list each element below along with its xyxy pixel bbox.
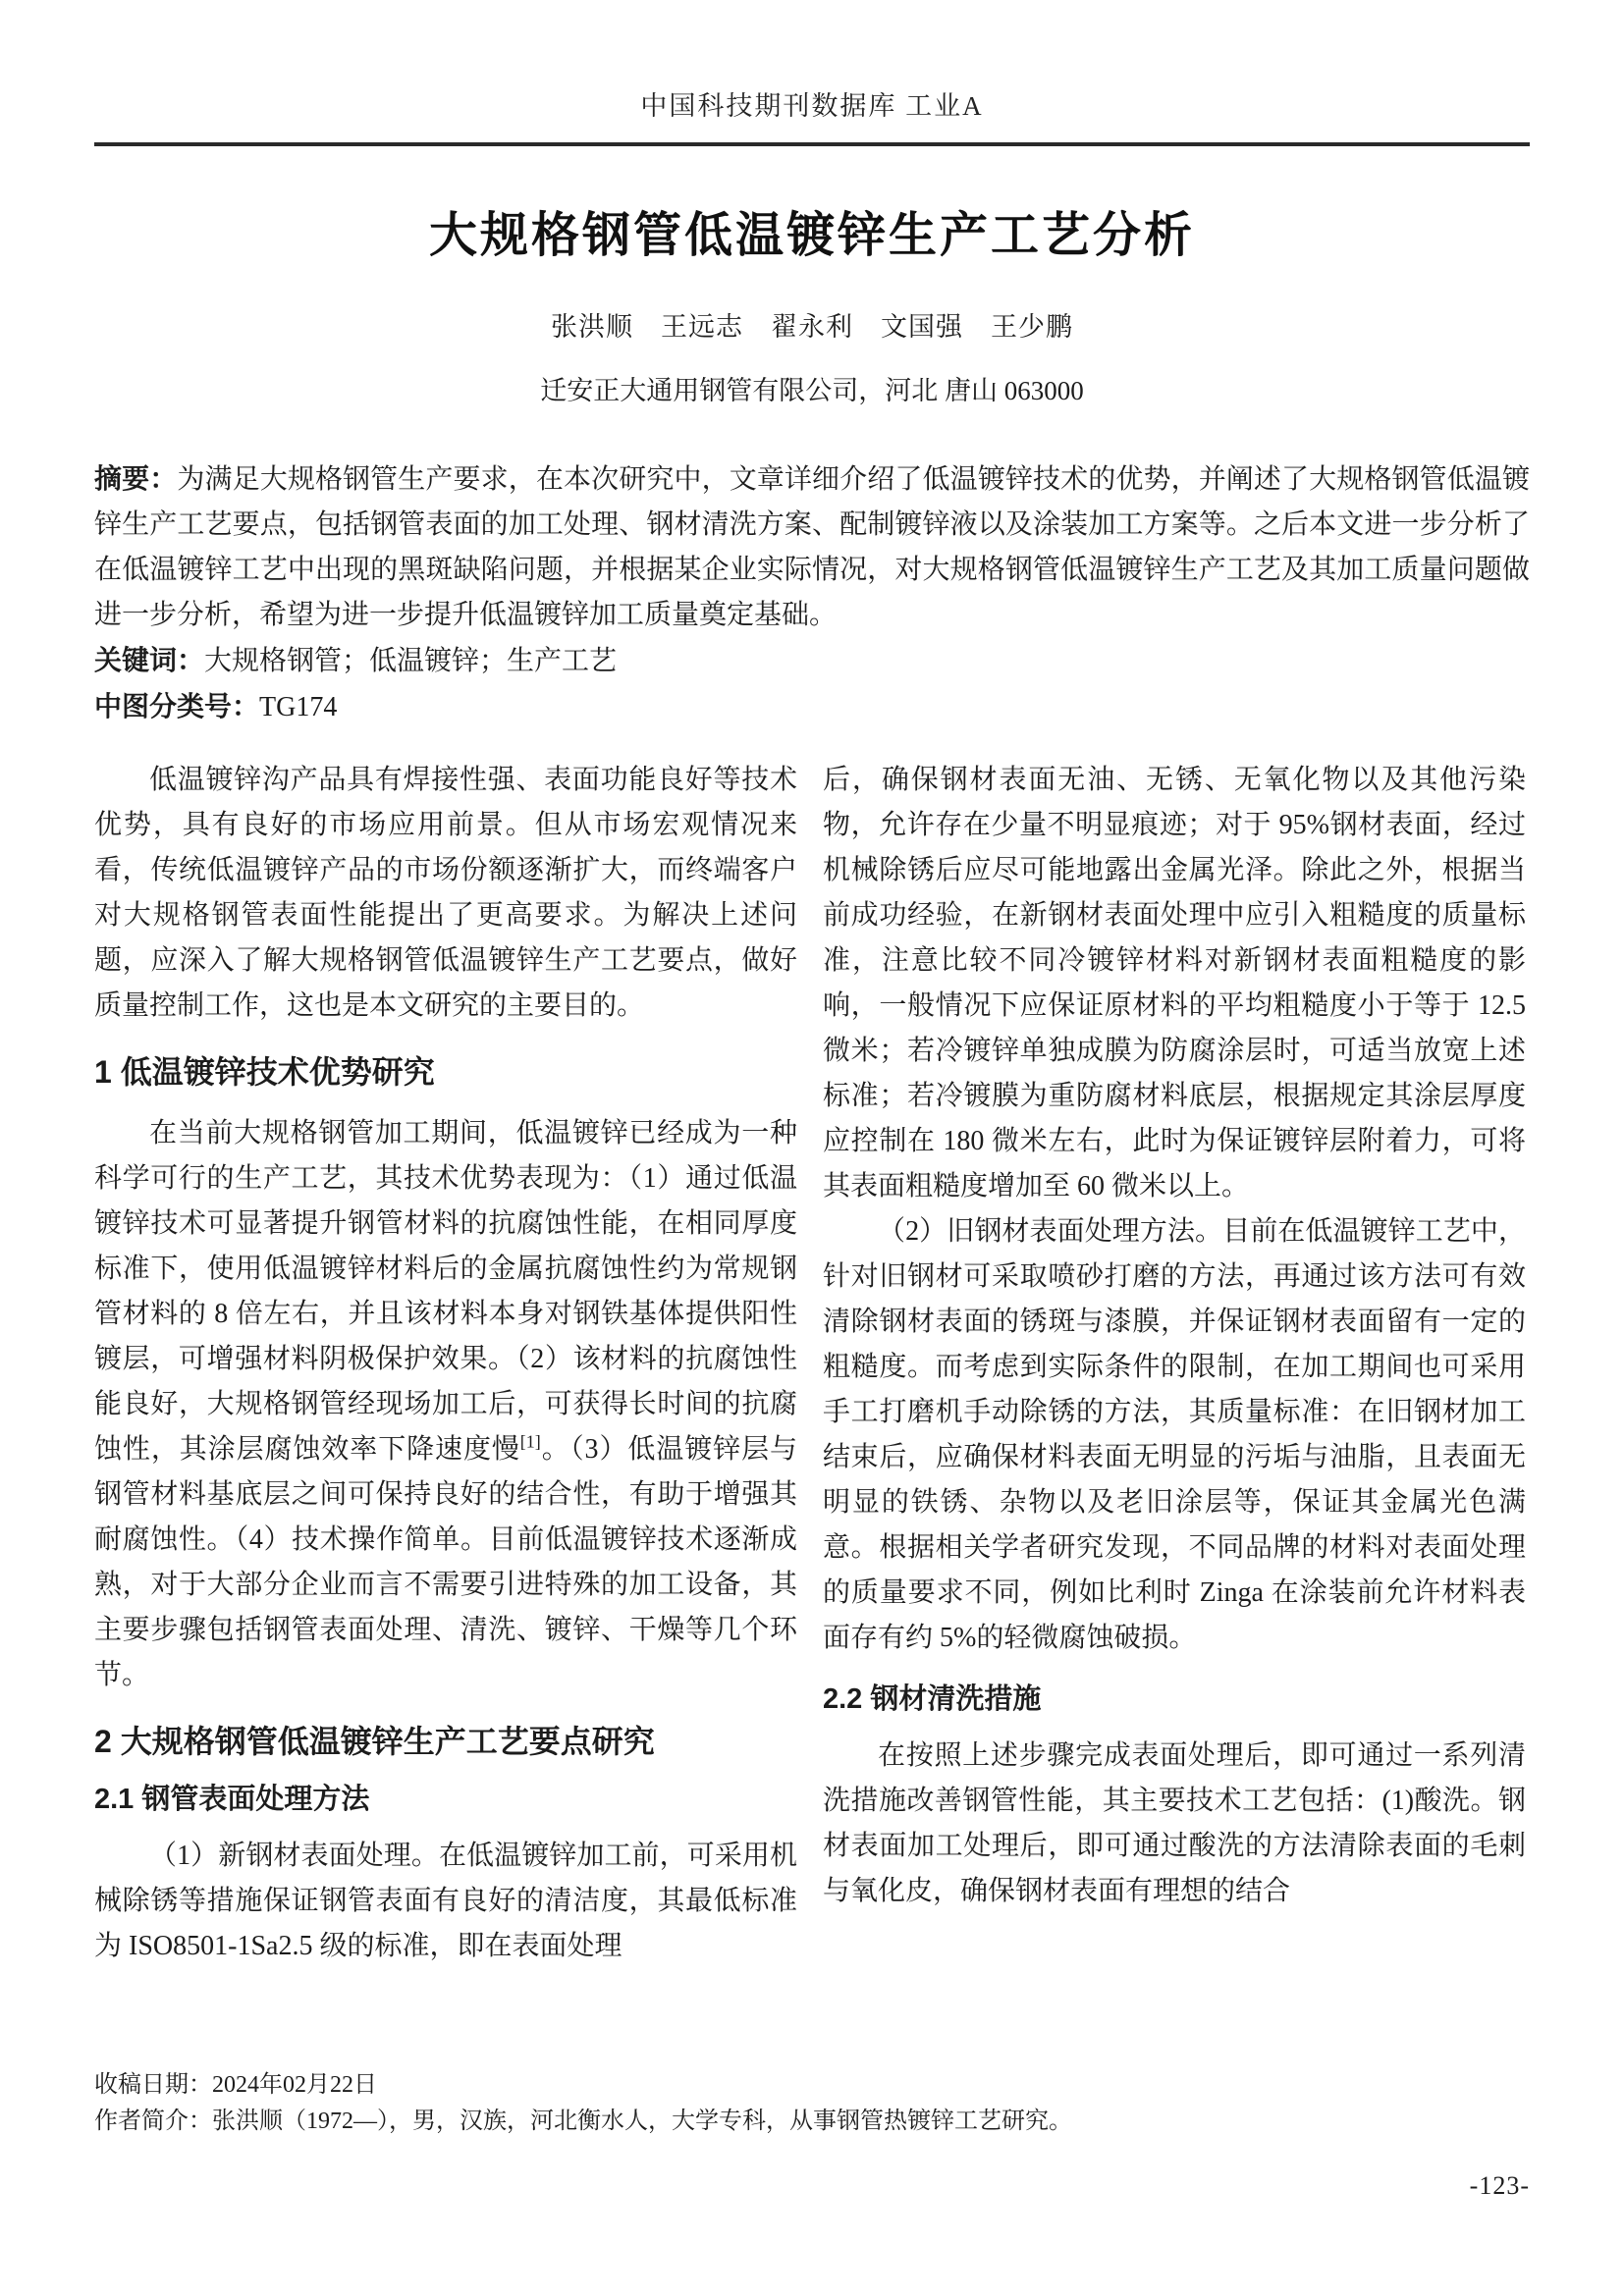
- received-date-line: [94, 2067, 1530, 2104]
- keywords-line: [94, 638, 1530, 684]
- abstract-label: 摘要：: [94, 463, 178, 494]
- section-1-heading: 1 低温镀锌技术优势研究: [94, 1054, 435, 1090]
- received-date-label: 收稿日期：: [94, 2072, 212, 2098]
- section-1-paragraph: [94, 1111, 797, 1698]
- section-1-text-after-ref: 。（3）低温镀锌层与钢管材料基底层之间可保持良好的结合性，有助于增强其耐腐蚀性。（4）技术操作简单。目前低温镀锌技术逐渐成熟，对于大部分企业而言不需要引进特殊的加工设备，其主要步骤包括钢管表面处理、清洗、镀锌、干燥等几个环节。: [94, 1434, 797, 1690]
- author-bio-label: 作者简介：: [94, 2109, 212, 2134]
- intro-paragraph: 低温镀锌沟产品具有焊接性强、表面功能良好等技术优势，具有良好的市场应用前景。但从市场宏观情况来看，传统低温镀锌产品的市场份额逐渐扩大，而终端客户对大规格钢管表面性能提出了更高要求。为解决上述问题，应深入了解大规格钢管低温镀锌生产工艺要点，做好质量控制工作，这也是本文研究的主要目的。: [94, 765, 797, 1021]
- page-title: 大规格钢管低温镀锌生产工艺分析: [428, 209, 1195, 262]
- keywords-text: 大规格钢管；低温镀锌；生产工艺: [204, 646, 618, 676]
- author-bio-line: [94, 2104, 1530, 2140]
- section-2-heading: 2 大规格钢管低温镀锌生产工艺要点研究: [94, 1724, 655, 1759]
- reference-marker-1: [1]: [519, 1431, 541, 1452]
- page-number: -123-: [1469, 2171, 1530, 2200]
- journal-database-header: 中国科技期刊数据库 工业A: [640, 91, 984, 121]
- left-column: [94, 758, 797, 1969]
- clc-value: TG174: [259, 692, 338, 722]
- section-2-1-continuation-paragraph: 后，确保钢材表面无油、无锈、无氧化物以及其他污染物，允许存在少量不明显痕迹；对于 95%钢材表面，经过机械除锈后应尽可能地露出金属光泽。除此之外，根据当前成功经验，在新钢材表面处理中应引入粗糙度的质量标准，注意比较不同冷镀锌材料对新钢材表面粗糙度的影响，一般情况下应保证原材料的平均粗糙度小于等于 12.5 微米；若冷镀锌单独成膜为防腐涂层时，可适当放宽上述标准；若冷镀膜为重防腐材料底层，根据规定其涂层厚度应控制在 180 微米左右，此时为保证镀锌层附着力，可将其表面粗糙度增加至 60 微米以上。: [823, 765, 1526, 1201]
- header-divider: [94, 142, 1530, 146]
- abstract-text: 为满足大规格钢管生产要求，在本次研究中，文章详细介绍了低温镀锌技术的优势，并阐述了大规格钢管低温镀锌生产工艺要点，包括钢管表面的加工处理、钢材清洗方案、配制镀锌液以及涂装加工方案等。之后本文进一步分析了在低温镀锌工艺中出现的黑斑缺陷问题，并根据某企业实际情况，对大规格钢管低温镀锌生产工艺及其加工质量问题做进一步分析，希望为进一步提升低温镀锌加工质量奠定基础。: [94, 464, 1530, 630]
- section-1-text-before-ref: 在当前大规格钢管加工期间，低温镀锌已经成为一种科学可行的生产工艺，其技术优势表现为：（1）通过低温镀锌技术可显著提升钢管材料的抗腐蚀性能，在相同厚度标准下，使用低温镀锌材料后的金属抗腐蚀性约为常规钢管材料的 8 倍左右，并且该材料本身对钢铁基体提供阳性镀层，可增强材料阴极保护效果。（2）该材料的抗腐蚀性能良好，大规格钢管经现场加工后，可获得长时间的抗腐蚀性，其涂层腐蚀效率下降速度慢: [94, 1118, 797, 1465]
- section-2-1-item2-paragraph: （2）旧钢材表面处理方法。目前在低温镀锌工艺中，针对旧钢材可采取喷砂打磨的方法，再通过该方法可有效清除钢材表面的锈斑与漆膜，并保证钢材表面留有一定的粗糙度。而考虑到实际条件的限制，在加工期间也可采用手工打磨机手动除锈的方法，其质量标准：在旧钢材加工结束后，应确保材料表面无明显的污垢与油脂，且表面无明显的铁锈、杂物以及老旧涂层等，保证其金属光色满意。根据相关学者研究发现，不同品牌的材料对表面处理的质量要求不同，例如比利时 Zinga 在涂装前允许材料表面存有约 5%的轻微腐蚀破损。: [823, 1216, 1526, 1653]
- body-columns: [94, 758, 1530, 1969]
- affiliation-line: 迁安正大通用钢管有限公司，河北 唐山 063000: [540, 376, 1084, 405]
- section-2-1-paragraph: （1）新钢材表面处理。在低温镀锌加工前，可采用机械除锈等措施保证钢管表面有良好的清洁度，其最低标准为 ISO8501-1Sa2.5 级的标准，即在表面处理: [94, 1841, 797, 1961]
- footnote-block: [94, 2067, 1530, 2204]
- author-bio-text: 张洪顺（1972—），男，汉族，河北衡水人，大学专科，从事钢管热镀锌工艺研究。: [212, 2109, 1072, 2134]
- abstract-block: [94, 456, 1530, 730]
- clc-label: 中图分类号：: [94, 691, 260, 721]
- authors-line: 张洪顺 王远志 翟永利 文国强 王少鹏: [551, 312, 1073, 342]
- abstract-paragraph: [94, 456, 1530, 638]
- received-date-value: 2024年02月22日: [212, 2072, 377, 2098]
- keywords-label: 关键词：: [94, 645, 205, 675]
- section-2-2-heading: 2.2 钢材清洗措施: [823, 1683, 1042, 1715]
- section-2-1-heading: 2.1 钢管表面处理方法: [94, 1784, 370, 1815]
- clc-line: [94, 684, 1530, 730]
- section-2-2-paragraph: 在按照上述步骤完成表面处理后，即可通过一系列清洗措施改善钢管性能，其主要技术工艺包括：(1)酸洗。钢材表面加工处理后，即可通过酸洗的方法清除表面的毛刺与氧化皮，确保钢材表面有理想的结合: [823, 1740, 1526, 1906]
- right-column: [823, 758, 1526, 1969]
